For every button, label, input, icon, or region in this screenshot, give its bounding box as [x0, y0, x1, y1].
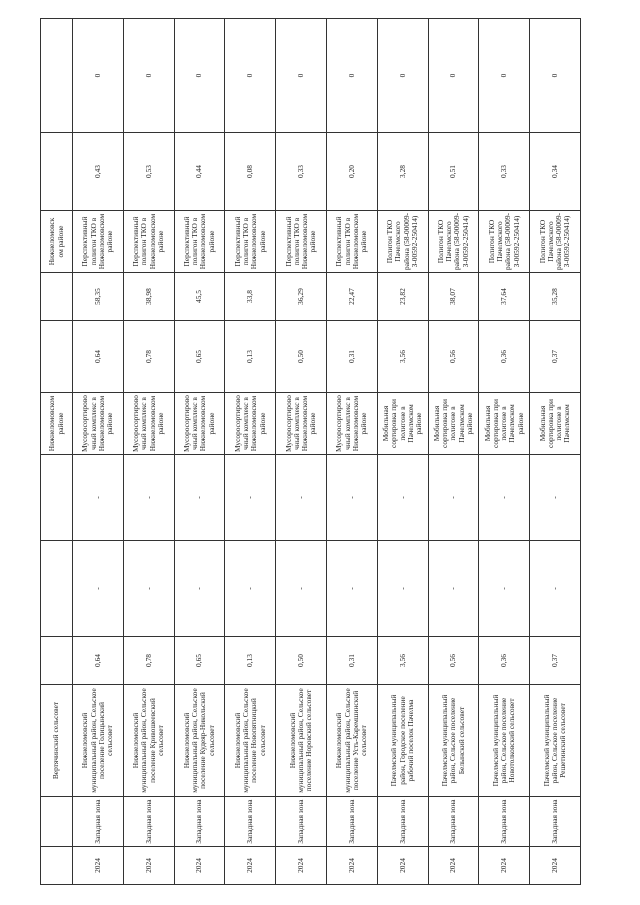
- landfill-cell: Нижнеломовск ом районе: [41, 211, 73, 273]
- territory-cell: Вертячинский сельсовет: [41, 685, 73, 797]
- waste-mass-cell: 0,36: [479, 637, 530, 685]
- year-cell: 2024: [73, 847, 124, 885]
- landfill-mass-cell: 0,33: [276, 133, 327, 211]
- cell-5: -: [73, 541, 124, 637]
- cell-6: -: [225, 455, 276, 541]
- year-cell: 2024: [428, 847, 479, 885]
- cell-12: 0: [73, 19, 124, 133]
- landfill-mass-cell: 0,44: [174, 133, 225, 211]
- waste-flow-table: [40, 18, 581, 885]
- processed-mass-cell: 0,50: [276, 321, 327, 393]
- territory-cell: Пачелмский муниципальный район, Сельское поселение Решетинский сельсовет: [530, 685, 581, 797]
- territory-cell: Нижнеломовский муниципальный район, Сельское поселение Норовский сельсовет: [276, 685, 327, 797]
- landfill-mass-cell: 0,33: [479, 133, 530, 211]
- cell-5: -: [225, 541, 276, 637]
- cell: [41, 847, 73, 885]
- facility-cell: Мусоросортировочный комплекс в Нижнеломовском районе: [225, 393, 276, 455]
- percent-cell: 38,07: [428, 273, 479, 321]
- zone-cell: Западная зона: [428, 797, 479, 847]
- processed-mass-cell: 0,37: [530, 321, 581, 393]
- cell-6: -: [73, 455, 124, 541]
- table-row: [428, 19, 479, 885]
- table-row: [530, 19, 581, 885]
- cell-5: -: [174, 541, 225, 637]
- cell-5: -: [530, 541, 581, 637]
- cell-5: -: [377, 541, 428, 637]
- waste-mass-cell: 0,65: [174, 637, 225, 685]
- landfill-cell: Полигон ТКО Пачелмского района (58-00009-З-00592-250414): [377, 211, 428, 273]
- table-row: [225, 19, 276, 885]
- year-cell: 2024: [225, 847, 276, 885]
- territory-cell: Пачелмский муниципальный район, Сельское поселение Белынский сельсовет: [428, 685, 479, 797]
- percent-cell: 45,5: [174, 273, 225, 321]
- facility-cell: Мусоросортировочный комплекс в Нижнеломовском районе: [123, 393, 174, 455]
- cell-12: 0: [530, 19, 581, 133]
- zone-cell: Западная зона: [377, 797, 428, 847]
- waste-mass-cell: 0,50: [276, 637, 327, 685]
- zone-cell: Западная зона: [174, 797, 225, 847]
- cell-6: -: [123, 455, 174, 541]
- table-row: [326, 19, 377, 885]
- landfill-cell: Полигон ТКО Пачелмского района (58-00009-З-00592-250414): [428, 211, 479, 273]
- facility-cell: Нижнеломовском районе: [41, 393, 73, 455]
- cell-5: -: [326, 541, 377, 637]
- landfill-mass-cell: 0,08: [225, 133, 276, 211]
- territory-cell: Нижнеломовский муниципальный район, Сельское поселение Новопятницкий сельсовет: [225, 685, 276, 797]
- landfill-cell: Перспективный полигон ТКО в Нижнеломовском районе: [225, 211, 276, 273]
- territory-cell: Пачелмский муниципальный район, Городское поселение рабочий поселок Пачелма: [377, 685, 428, 797]
- cell-5: -: [276, 541, 327, 637]
- facility-cell: Мобильная сортировка при полигоне в Пачелмском районе: [479, 393, 530, 455]
- cell-6: -: [530, 455, 581, 541]
- facility-cell: Мусоросортировочный комплекс в Нижнеломовском районе: [276, 393, 327, 455]
- year-cell: 2024: [479, 847, 530, 885]
- year-cell: 2024: [326, 847, 377, 885]
- processed-mass-cell: 0,65: [174, 321, 225, 393]
- landfill-cell: Перспективный полигон ТКО в Нижнеломовском районе: [73, 211, 124, 273]
- percent-cell: 22,47: [326, 273, 377, 321]
- cell-12: 0: [479, 19, 530, 133]
- zone-cell: Западная зона: [479, 797, 530, 847]
- facility-cell: Мусоросортировочный комплекс в Нижнеломовском районе: [326, 393, 377, 455]
- cell: [41, 321, 73, 393]
- landfill-mass-cell: 0,34: [530, 133, 581, 211]
- year-cell: 2024: [174, 847, 225, 885]
- table-row: [377, 19, 428, 885]
- cell: [41, 19, 73, 133]
- cell: [41, 455, 73, 541]
- landfill-mass-cell: 0,43: [73, 133, 124, 211]
- territory-cell: Пачелмский муниципальный район, Сельское поселение Новотолковский сельсовет: [479, 685, 530, 797]
- processed-mass-cell: 3,56: [377, 321, 428, 393]
- zone-cell: Западная зона: [530, 797, 581, 847]
- cell: [41, 133, 73, 211]
- facility-cell: Мусоросортировочный комплекс в Нижнеломовском районе: [174, 393, 225, 455]
- cell-6: -: [326, 455, 377, 541]
- processed-mass-cell: 0,13: [225, 321, 276, 393]
- processed-mass-cell: 0,56: [428, 321, 479, 393]
- landfill-mass-cell: 0,20: [326, 133, 377, 211]
- table-row: [123, 19, 174, 885]
- table-row: [73, 19, 124, 885]
- waste-mass-cell: 0,78: [123, 637, 174, 685]
- processed-mass-cell: 0,31: [326, 321, 377, 393]
- cell-6: -: [479, 455, 530, 541]
- percent-cell: 36,29: [276, 273, 327, 321]
- processed-mass-cell: 0,78: [123, 321, 174, 393]
- cell-12: 0: [174, 19, 225, 133]
- table-row: [479, 19, 530, 885]
- cell-5: -: [479, 541, 530, 637]
- cell: [41, 637, 73, 685]
- cell-12: 0: [276, 19, 327, 133]
- landfill-cell: Перспективный полигон ТКО в Нижнеломовском районе: [276, 211, 327, 273]
- facility-cell: Мобильная сортировка при полигоне в Пачелмском: [530, 393, 581, 455]
- year-cell: 2024: [276, 847, 327, 885]
- year-cell: 2024: [377, 847, 428, 885]
- cell-12: 0: [123, 19, 174, 133]
- waste-mass-cell: 3,56: [377, 637, 428, 685]
- cell-12: 0: [377, 19, 428, 133]
- landfill-cell: Перспективный полигон ТКО в Нижнеломовском районе: [174, 211, 225, 273]
- year-cell: 2024: [123, 847, 174, 885]
- landfill-mass-cell: 3,28: [377, 133, 428, 211]
- facility-cell: Мобильная сортировка при полигоне в Пачелмском районе: [428, 393, 479, 455]
- cell-5: -: [123, 541, 174, 637]
- percent-cell: 58,35: [73, 273, 124, 321]
- percent-cell: 35,28: [530, 273, 581, 321]
- cell: [41, 797, 73, 847]
- cell: [41, 541, 73, 637]
- territory-cell: Нижнеломовский муниципальный район, Сельское поселение Усть-Каремшинский сельсовет: [326, 685, 377, 797]
- waste-mass-cell: 0,37: [530, 637, 581, 685]
- percent-cell: 38,98: [123, 273, 174, 321]
- cell-12: 0: [225, 19, 276, 133]
- cell-6: -: [377, 455, 428, 541]
- percent-cell: 37,64: [479, 273, 530, 321]
- landfill-cell: Перспективный полигон ТКО в Нижнеломовском районе: [123, 211, 174, 273]
- cell-6: -: [428, 455, 479, 541]
- landfill-cell: Перспективный полигон ТКО в Нижнеломовском районе: [326, 211, 377, 273]
- landfill-cell: Полигон ТКО Пачелмского района (58-00009-З-00592-250414): [530, 211, 581, 273]
- table-row: [174, 19, 225, 885]
- zone-cell: Западная зона: [276, 797, 327, 847]
- landfill-cell: Полигон ТКО Пачелмского района (58-00009-З-00592-250414): [479, 211, 530, 273]
- zone-cell: Западная зона: [123, 797, 174, 847]
- processed-mass-cell: 0,64: [73, 321, 124, 393]
- territory-cell: Нижнеломовский муниципальный район, Сельское поселение Кривошеевский сельсовет: [123, 685, 174, 797]
- year-cell: 2024: [530, 847, 581, 885]
- cell-12: 0: [326, 19, 377, 133]
- cell-6: -: [276, 455, 327, 541]
- territory-cell: Нижнеломовский муниципальный район, Сельское поселение Кудеяр-Никольский сельсовет: [174, 685, 225, 797]
- cell-12: 0: [428, 19, 479, 133]
- zone-cell: Западная зона: [225, 797, 276, 847]
- cell: [41, 273, 73, 321]
- waste-mass-cell: 0,31: [326, 637, 377, 685]
- table-row: [276, 19, 327, 885]
- zone-cell: Западная зона: [73, 797, 124, 847]
- processed-mass-cell: 0,36: [479, 321, 530, 393]
- table-row-continued: [41, 19, 73, 885]
- territory-cell: Нижнеломовский муниципальный район, Сельское поселение Голицынский сельсовет: [73, 685, 124, 797]
- cell-6: -: [174, 455, 225, 541]
- zone-cell: Западная зона: [326, 797, 377, 847]
- landfill-mass-cell: 0,53: [123, 133, 174, 211]
- percent-cell: 23,82: [377, 273, 428, 321]
- facility-cell: Мусоросортировочный комплекс в Нижнеломовском районе: [73, 393, 124, 455]
- facility-cell: Мобильная сортировка при полигоне в Пачелмском районе: [377, 393, 428, 455]
- waste-mass-cell: 0,64: [73, 637, 124, 685]
- waste-mass-cell: 0,13: [225, 637, 276, 685]
- waste-mass-cell: 0,56: [428, 637, 479, 685]
- percent-cell: 33,8: [225, 273, 276, 321]
- cell-5: -: [428, 541, 479, 637]
- landfill-mass-cell: 0,51: [428, 133, 479, 211]
